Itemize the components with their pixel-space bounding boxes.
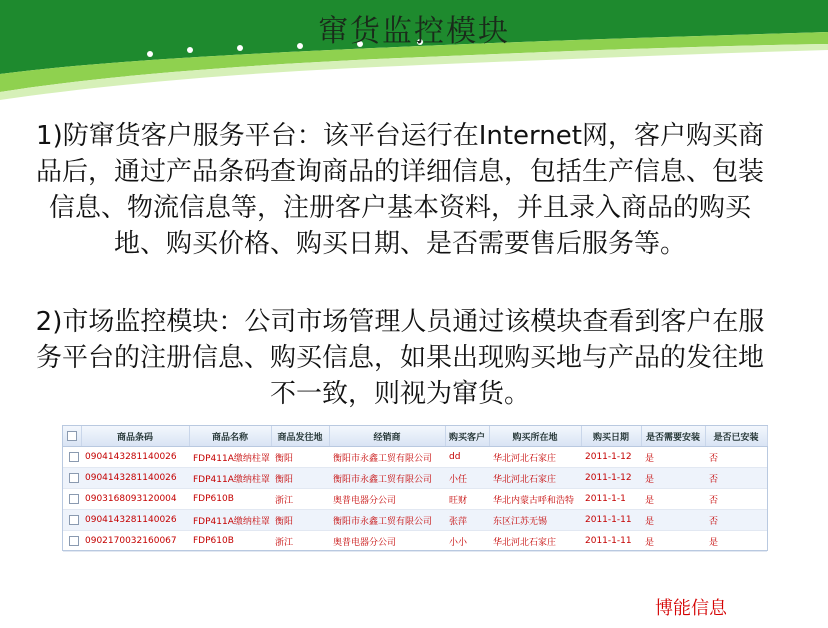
table-cell: 否 — [705, 510, 767, 531]
table-cell: 衡阳 — [271, 447, 329, 468]
slide-title: 窜货监控模块 — [318, 14, 510, 49]
table-cell: 小任 — [445, 468, 489, 489]
table-cell: FDP610B — [189, 531, 271, 552]
table-cell: 小小 — [445, 531, 489, 552]
table-cell: 奥普电器分公司 — [329, 531, 445, 552]
table-cell: FDP411A缴纳柱罩 — [189, 468, 271, 489]
table-cell: 是 — [705, 531, 767, 552]
table-cell: 华北河北石家庄 — [489, 468, 581, 489]
table-cell: 华北河北石家庄 — [489, 531, 581, 552]
paragraph-market-monitor: 2)市场监控模块：公司市场管理人员通过该模块查看到客户在服务平台的注册信息、购买信息，如果出现购买地与产品的发往地不一致，则视为窜货。 — [35, 307, 765, 409]
column-header[interactable]: 购买客户 — [445, 426, 489, 447]
table-cell: 2011-1-12 — [581, 468, 641, 489]
table-cell: 华北内蒙古呼和浩特 — [489, 489, 581, 510]
table-cell: 否 — [705, 468, 767, 489]
table-cell: 奥普电器分公司 — [329, 489, 445, 510]
column-header[interactable]: 商品发往地 — [271, 426, 329, 447]
table-cell: 2011-1-11 — [581, 531, 641, 552]
column-header[interactable]: 购买所在地 — [489, 426, 581, 447]
table-cell: 0903168093120004 — [81, 489, 189, 510]
table-header-row — [63, 426, 767, 447]
column-header[interactable]: 是否需要安装 — [641, 426, 705, 447]
table-cell: 2011-1-1 — [581, 489, 641, 510]
table-cell: 华北河北石家庄 — [489, 447, 581, 468]
table-cell: 浙江 — [271, 531, 329, 552]
table-row[interactable] — [63, 510, 767, 531]
table-cell: 是 — [641, 510, 705, 531]
purchase-records-grid — [62, 425, 768, 551]
table-cell: 东区江苏无锡 — [489, 510, 581, 531]
table-cell: 衡阳 — [271, 468, 329, 489]
column-header[interactable]: 是否已安装 — [705, 426, 767, 447]
column-header[interactable]: 购买日期 — [581, 426, 641, 447]
table-cell: dd — [445, 447, 489, 468]
footer-brand: 博能信息 — [655, 598, 727, 619]
table-cell: FDP411A缴纳柱罩 — [189, 510, 271, 531]
column-header[interactable]: 经销商 — [329, 426, 445, 447]
row-checkbox[interactable] — [63, 510, 81, 531]
column-header[interactable]: 商品名称 — [189, 426, 271, 447]
table-cell: 是 — [641, 531, 705, 552]
table-cell: 是 — [641, 447, 705, 468]
table-cell: 0904143281140026 — [81, 447, 189, 468]
table-cell: 是 — [641, 468, 705, 489]
purchase-records-table — [63, 426, 768, 552]
table-cell: 否 — [705, 489, 767, 510]
row-checkbox[interactable] — [63, 489, 81, 510]
table-cell: 2011-1-12 — [581, 447, 641, 468]
table-cell: 0904143281140026 — [81, 510, 189, 531]
table-row[interactable] — [63, 531, 767, 552]
table-cell: 是 — [641, 489, 705, 510]
table-cell: FDP411A缴纳柱罩 — [189, 447, 271, 468]
table-row[interactable] — [63, 447, 767, 468]
table-row[interactable] — [63, 489, 767, 510]
table-cell: 浙江 — [271, 489, 329, 510]
column-header[interactable]: 商品条码 — [81, 426, 189, 447]
table-cell: 衡阳 — [271, 510, 329, 531]
select-all-checkbox[interactable] — [63, 426, 81, 447]
table-cell: FDP610B — [189, 489, 271, 510]
table-cell: 衡阳市永鑫工贸有限公司 — [329, 510, 445, 531]
table-cell: 2011-1-11 — [581, 510, 641, 531]
table-cell: 张萍 — [445, 510, 489, 531]
table-cell: 衡阳市永鑫工贸有限公司 — [329, 447, 445, 468]
table-cell: 衡阳市永鑫工贸有限公司 — [329, 468, 445, 489]
table-cell: 0904143281140026 — [81, 468, 189, 489]
row-checkbox[interactable] — [63, 531, 81, 552]
row-checkbox[interactable] — [63, 468, 81, 489]
table-cell: 否 — [705, 447, 767, 468]
table-cell: 旺财 — [445, 489, 489, 510]
table-cell: 0902170032160067 — [81, 531, 189, 552]
table-row[interactable] — [63, 468, 767, 489]
row-checkbox[interactable] — [63, 447, 81, 468]
paragraph-platform: 1)防窜货客户服务平台：该平台运行在Internet网，客户购买商品后，通过产品条码查询商品的详细信息，包括生产信息、包装信息、物流信息等，注册客户基本资料，并且录入商品的购买地、购买价格、购买日期、是否需要售后服务等。 — [35, 121, 764, 259]
